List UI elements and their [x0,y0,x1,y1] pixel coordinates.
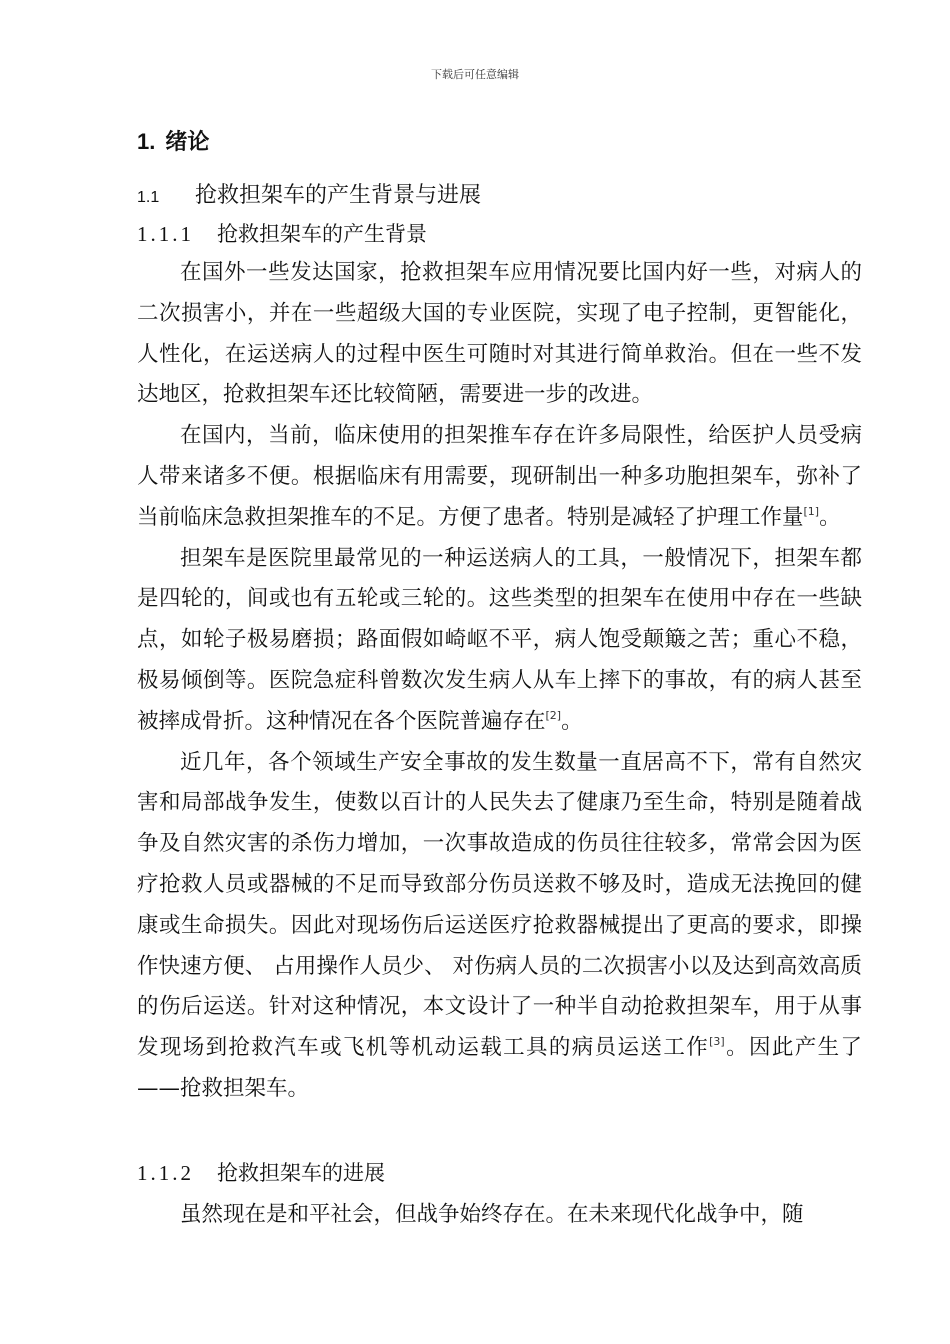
section-number: 1.1 [137,189,160,206]
subsection-title: 抢救担架车的进展 [217,1161,385,1185]
subsection-title: 抢救担架车的产生背景 [217,222,427,246]
paragraph-text: 近几年，各个领域生产安全事故的发生数量一直居高不下，常有自然灾害和局部战争发生，使数以百计的人民失去了健康乃至生命，特别是随着战争及自然灾害的杀伤力增加，一次事故造成的伤员往往较多，常常会因为医疗抢救人员或器械的不足而导致部分伤员送救不够及时，造成无法挽回的健康或生命损失。因此对现场伤后运送医疗抢救器械提出了更高的要求，即操作快速方便、 占用操作人员少、 对伤病人员的二次损害小以及达到高效高质的伤后运送。针对这种情况，本文设计了一种半自动抢救担架车，用于从事发现场到抢救汽车或飞机等机动运载工具的病员运送工作 [137,749,862,1061]
citation-ref: [2] [545,708,562,722]
paragraph-text: 在国内，当前，临床使用的担架推车存在许多局限性，给医护人员受病人带来诸多不便。根据临床有用需要，现研制出一种多功胞担架车，弥补了当前临床急救担架推车的不足。方便了患者。特别是减轻了护理工作量 [137,423,862,530]
paragraph [137,1195,862,1236]
paragraph [137,416,862,538]
subsection-number: 1.1.1 [137,222,194,246]
body-block-1 [137,253,862,1110]
citation-ref: [3] [709,1035,725,1049]
chapter-title: 绪论 [165,130,210,155]
citation-ref: [1] [803,504,820,518]
paragraph [137,253,862,416]
section-title: 抢救担架车的产生背景与进展 [195,183,482,208]
paragraph-end: 。 [561,708,583,734]
subsection-heading [137,1157,385,1187]
paragraph-text: 担架车是医院里最常见的一种运送病人的工具，一般情况下，担架车都是四轮的，间或也有五轮或三轮的。这些类型的担架车在使用中存在一些缺点，如轮子极易磨损；路面假如崎岖不平，病人饱受颠簸之苦；重心不稳，极易倾倒等。医院急症科曾数次发生病人从车上摔下的事故，有的病人甚至被摔成骨折。这种情况在各个医院普遍存在 [137,545,862,734]
section-heading [137,178,481,209]
paragraph-end: 。 [819,504,841,530]
paragraph-text: 虽然现在是和平社会，但战争始终存在。在未来现代化战争中，随 [180,1202,804,1227]
paragraph [137,539,862,743]
subsection-heading [137,218,427,248]
chapter-heading [137,125,209,156]
chapter-number: 1. [137,129,156,154]
paragraph [137,743,862,1110]
paragraph-end: 。因此产生了——抢救担架车。 [137,1035,862,1101]
body-block-2 [137,1195,862,1236]
subsection-number: 1.1.2 [137,1161,194,1185]
page-header: 下载后可任意编辑 [431,68,519,81]
paragraph-text: 在国外一些发达国家，抢救担架车应用情况要比国内好一些，对病人的二次损害小，并在一些超级大国的专业医院，实现了电子控制，更智能化，人性化，在运送病人的过程中医生可随时对其进行简单救治。但在一些不发达地区，抢救担架车还比较简陋，需要进一步的改进。 [137,260,862,408]
